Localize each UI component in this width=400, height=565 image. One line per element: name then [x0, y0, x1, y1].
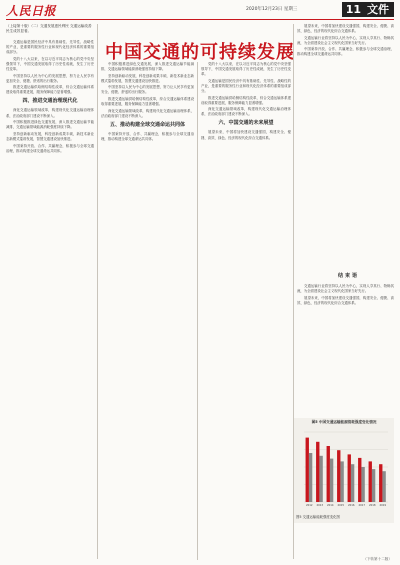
chart-bar [330, 459, 333, 502]
paragraph: 坚持创新驱动发展，科技创新成果丰硕，新技术新业态新模式蓬勃发展，智慧交通建设加快推进。 [6, 131, 94, 141]
chart-tick-label: 2017 [358, 504, 366, 507]
article-headline: 中国交通的可持续发展 [105, 42, 295, 63]
chart-tick-label: 2013 [316, 504, 324, 507]
chart-tick-label: 2019 [379, 504, 387, 507]
chart-bar [309, 453, 312, 502]
section-heading-6: 六、中国交通的未来展望 [218, 120, 274, 127]
chart-tick-label: 2016 [347, 504, 355, 507]
chart-title: 图5 中国交通运输能源消耗强度变化情况 [311, 420, 377, 424]
paragraph: 中国积极推进绿色交通发展，深入推进交通运输节能减排，交通运输领域能源消耗强度持续下降。 [101, 62, 194, 72]
header-rule [6, 19, 394, 20]
chart-bar [379, 464, 382, 502]
paragraph: 交通运输行业将坚持以人民为中心，实现人享其行、物畅其流，为全面建设社会主义现代化国家当好先行。 [297, 35, 394, 45]
text-column-3 [201, 62, 291, 560]
section-heading-4: 四、推进交通治理现代化 [22, 98, 78, 105]
paragraph: 深化交通运输领域改革，构建现代化交通运输治理体系，法治政府部门建设不断深入。 [201, 107, 291, 117]
paragraph: 党的十八大以来，在以习近平同志为核心的党中央坚强领导下，中国交通发展取得了历史性成就，发生了历史性变革。 [6, 56, 94, 71]
paragraph: 中国秉持开放、合作、共赢理念，积极参与全球交通治理，推动构建全球交通命运共同体。 [6, 143, 94, 153]
paragraph: 推进交通运输供给侧结构性改革，综合交通运输体系建设取得重要进展，服务保障能力显著增强。 [201, 95, 291, 105]
chart-bar [369, 461, 372, 502]
chart-tick-label: 2014 [326, 504, 334, 507]
paragraph: 推进交通运输供给侧结构性改革，综合交通运输体系建设取得重要进展，服务保障能力显著增强。 [101, 97, 194, 107]
paragraph: 交通运输是国民经济中具有基础性、先导性、战略性的产业，是重要的服务性行业和现代化经济体系的重要组成部分。 [201, 78, 291, 93]
paragraph: 中国秉持开放、合作、共赢理念，积极参与全球交通治理，推动构建全球交通命运共同体。 [101, 131, 194, 142]
paragraph: 中国积极推进绿色交通发展，深入推进交通运输节能减排，交通运输领域能源消耗强度持续下降。 [6, 120, 94, 130]
paragraph: 展望未来，中国将加快建设交通强国，构建安全、便捷、高效、绿色、经济的现代化综合交通体系。 [297, 24, 394, 34]
paragraph: 推进交通运输供给侧结构性改革，综合交通运输体系建设取得重要进展，服务保障能力显著增强。 [6, 85, 94, 95]
section-name: 文件 [367, 3, 389, 16]
continued-note: （下转第十二版） [363, 557, 392, 561]
chart-bar [340, 461, 343, 502]
chart-tick-label: 2018 [368, 504, 376, 507]
paragraph: 展望未来，中国将加快建设交通强国，构建安全、便捷、高效、绿色、经济的现代化综合交通体系。 [297, 295, 394, 305]
publication-date: 2020年12月23日 星期三 [246, 7, 298, 12]
text-column-2 [101, 62, 194, 560]
chart-bar [382, 471, 385, 502]
continuation-note: （上接第十版）（二）交通发展惠民利民 交通运输改善民生成效显著。 [6, 24, 92, 33]
chart-tick-label: 2012 [305, 504, 313, 507]
paragraph: 交通运输行业将坚持以人民为中心，实现人享其行、物畅其流，为全面建设社会主义现代化国家当好先行。 [297, 284, 394, 294]
chart-tick-label: 2015 [337, 504, 345, 507]
page-number-badge [342, 2, 394, 17]
column-divider [197, 62, 198, 560]
paragraph: 坚持创新驱动发展，科技创新成果丰硕，新技术新业态新模式蓬勃发展，智慧交通建设加快推进。 [101, 73, 194, 83]
paragraph: 党的十八大以来，在以习近平同志为核心的党中央坚强领导下，中国交通发展取得了历史性成就，发生了历史性变革。 [201, 62, 291, 77]
paragraph: 展望未来，中国将加快建设交通强国，构建安全、便捷、高效、绿色、经济的现代化综合交通体系。 [201, 130, 291, 140]
text-column-4 [297, 24, 394, 269]
chart-bar [327, 446, 330, 502]
chart-bar [316, 442, 319, 502]
newspaper-logo: 人民日报 [6, 4, 57, 18]
chart-bar [358, 458, 361, 502]
column-divider [97, 24, 98, 559]
energy-intensity-chart [294, 418, 394, 523]
chart-caption: 图5 交通运输能耗强度变化图 [296, 515, 340, 519]
page-number: 11 [345, 3, 361, 16]
paragraph: 交通运输是国民经济中具有基础性、先导性、战略性的产业，是重要的服务性行业和现代化经济体系的重要组成部分。 [6, 40, 94, 55]
chart-bar [306, 438, 309, 502]
chart-bar [348, 454, 351, 502]
conclusion-heading: 结束语 [338, 273, 360, 279]
paragraph: 中国坚持以人民为中心的发展思想，努力让人民享有更加安全、便捷、舒适的出行服务。 [101, 85, 194, 95]
chart-bar [319, 456, 322, 502]
chart-bar [337, 450, 340, 502]
chart-bar [372, 469, 375, 502]
paragraph: 中国秉持开放、合作、共赢理念，积极参与全球交通治理，推动构建全球交通命运共同体。 [297, 47, 394, 57]
text-column-4b [297, 284, 394, 414]
chart-bar [351, 464, 354, 502]
section-heading-5: 五、推动构建全球交通命运共同体 [109, 121, 185, 128]
paragraph: 深化交通运输领域改革，构建现代化交通运输治理体系，法治政府部门建设不断深入。 [6, 108, 94, 118]
chart-plot [294, 418, 394, 523]
paragraph: 深化交通运输领域改革，构建现代化交通运输治理体系，法治政府部门建设不断深入。 [101, 108, 194, 118]
text-column-1 [6, 40, 94, 560]
masthead [6, 2, 394, 18]
paragraph: 中国坚持以人民为中心的发展思想，努力让人民享有更加安全、便捷、舒适的出行服务。 [6, 73, 94, 83]
chart-bar [361, 467, 364, 502]
